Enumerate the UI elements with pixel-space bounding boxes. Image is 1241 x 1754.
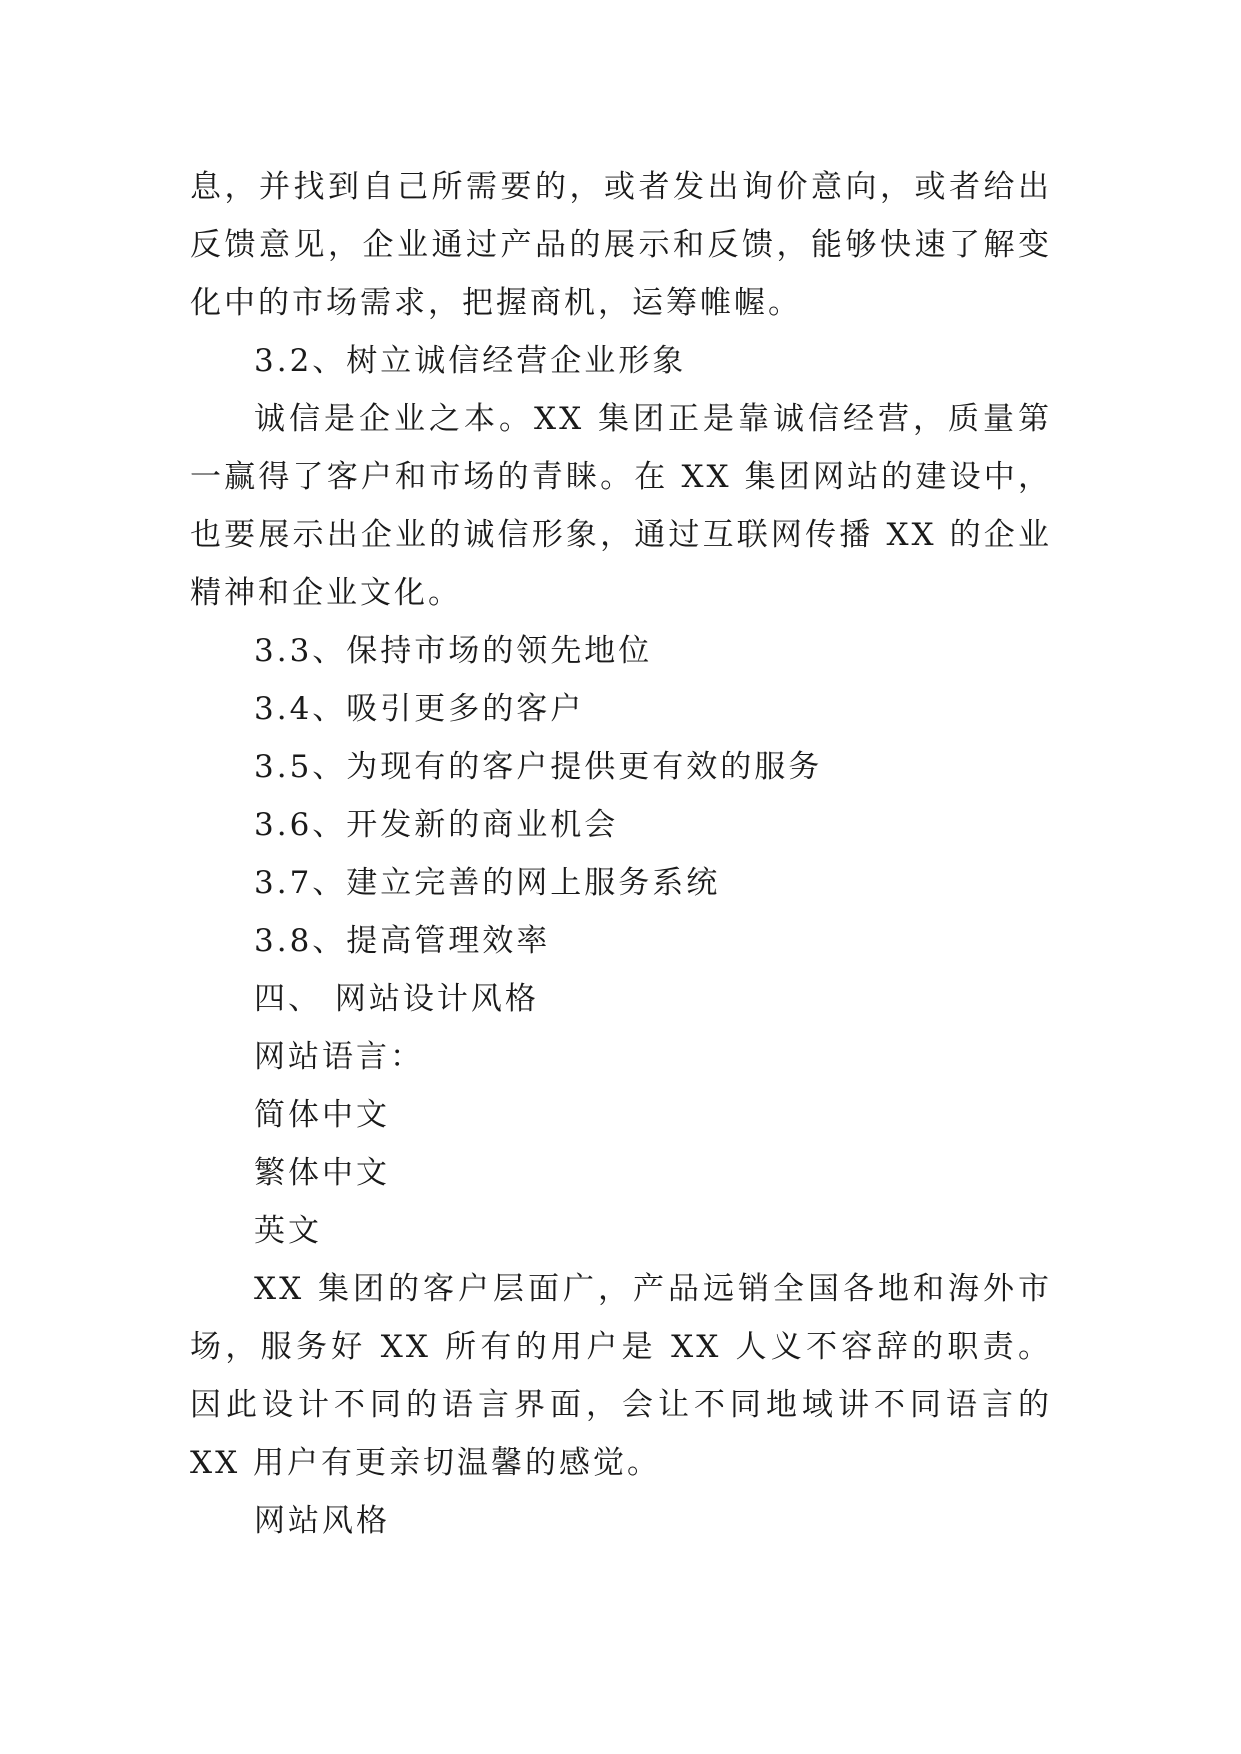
language-simplified-chinese: 简体中文 <box>254 1097 390 1133</box>
paragraph-integrity: 诚信是企业之本。XX 集团正是靠诚信经营，质量第一赢得了客户和市场的青睐。在 XX 集团网站的建设中，也要展示出企业的诚信形象，通过互联网传播 XX 的企业精神和企业文化。 <box>190 401 1052 611</box>
section-heading-3-8: 3.8、提高管理效率 <box>254 923 551 959</box>
section-heading-3-5: 3.5、为现有的客户提供更有效的服务 <box>254 749 823 785</box>
section-heading-3-2: 3.2、树立诚信经营企业形象 <box>254 343 687 379</box>
paragraph-customers: XX 集团的客户层面广，产品远销全国各地和海外市场，服务好 XX 所有的用户是 XX 人义不容辞的职责。因此设计不同的语言界面，会让不同地域讲不同语言的 XX 用户有更亲切温馨的感觉。 <box>190 1271 1052 1481</box>
document-body <box>190 158 1052 1550</box>
section-heading-3-7: 3.7、建立完善的网上服务系统 <box>254 865 721 901</box>
language-english: 英文 <box>254 1213 322 1249</box>
chapter-heading-4: 四、 网站设计风格 <box>254 981 539 1017</box>
website-style-label: 网站风格 <box>254 1503 390 1539</box>
paragraph-continuation: 息，并找到自己所需要的，或者发出询价意向，或者给出反馈意见，企业通过产品的展示和反馈，能够快速了解变化中的市场需求，把握商机，运筹帷幄。 <box>190 169 1052 321</box>
section-heading-3-6: 3.6、开发新的商业机会 <box>254 807 619 843</box>
section-heading-3-4: 3.4、吸引更多的客户 <box>254 691 585 727</box>
website-language-label: 网站语言： <box>254 1039 424 1075</box>
section-heading-3-3: 3.3、保持市场的领先地位 <box>254 633 653 669</box>
language-traditional-chinese: 繁体中文 <box>254 1155 390 1191</box>
